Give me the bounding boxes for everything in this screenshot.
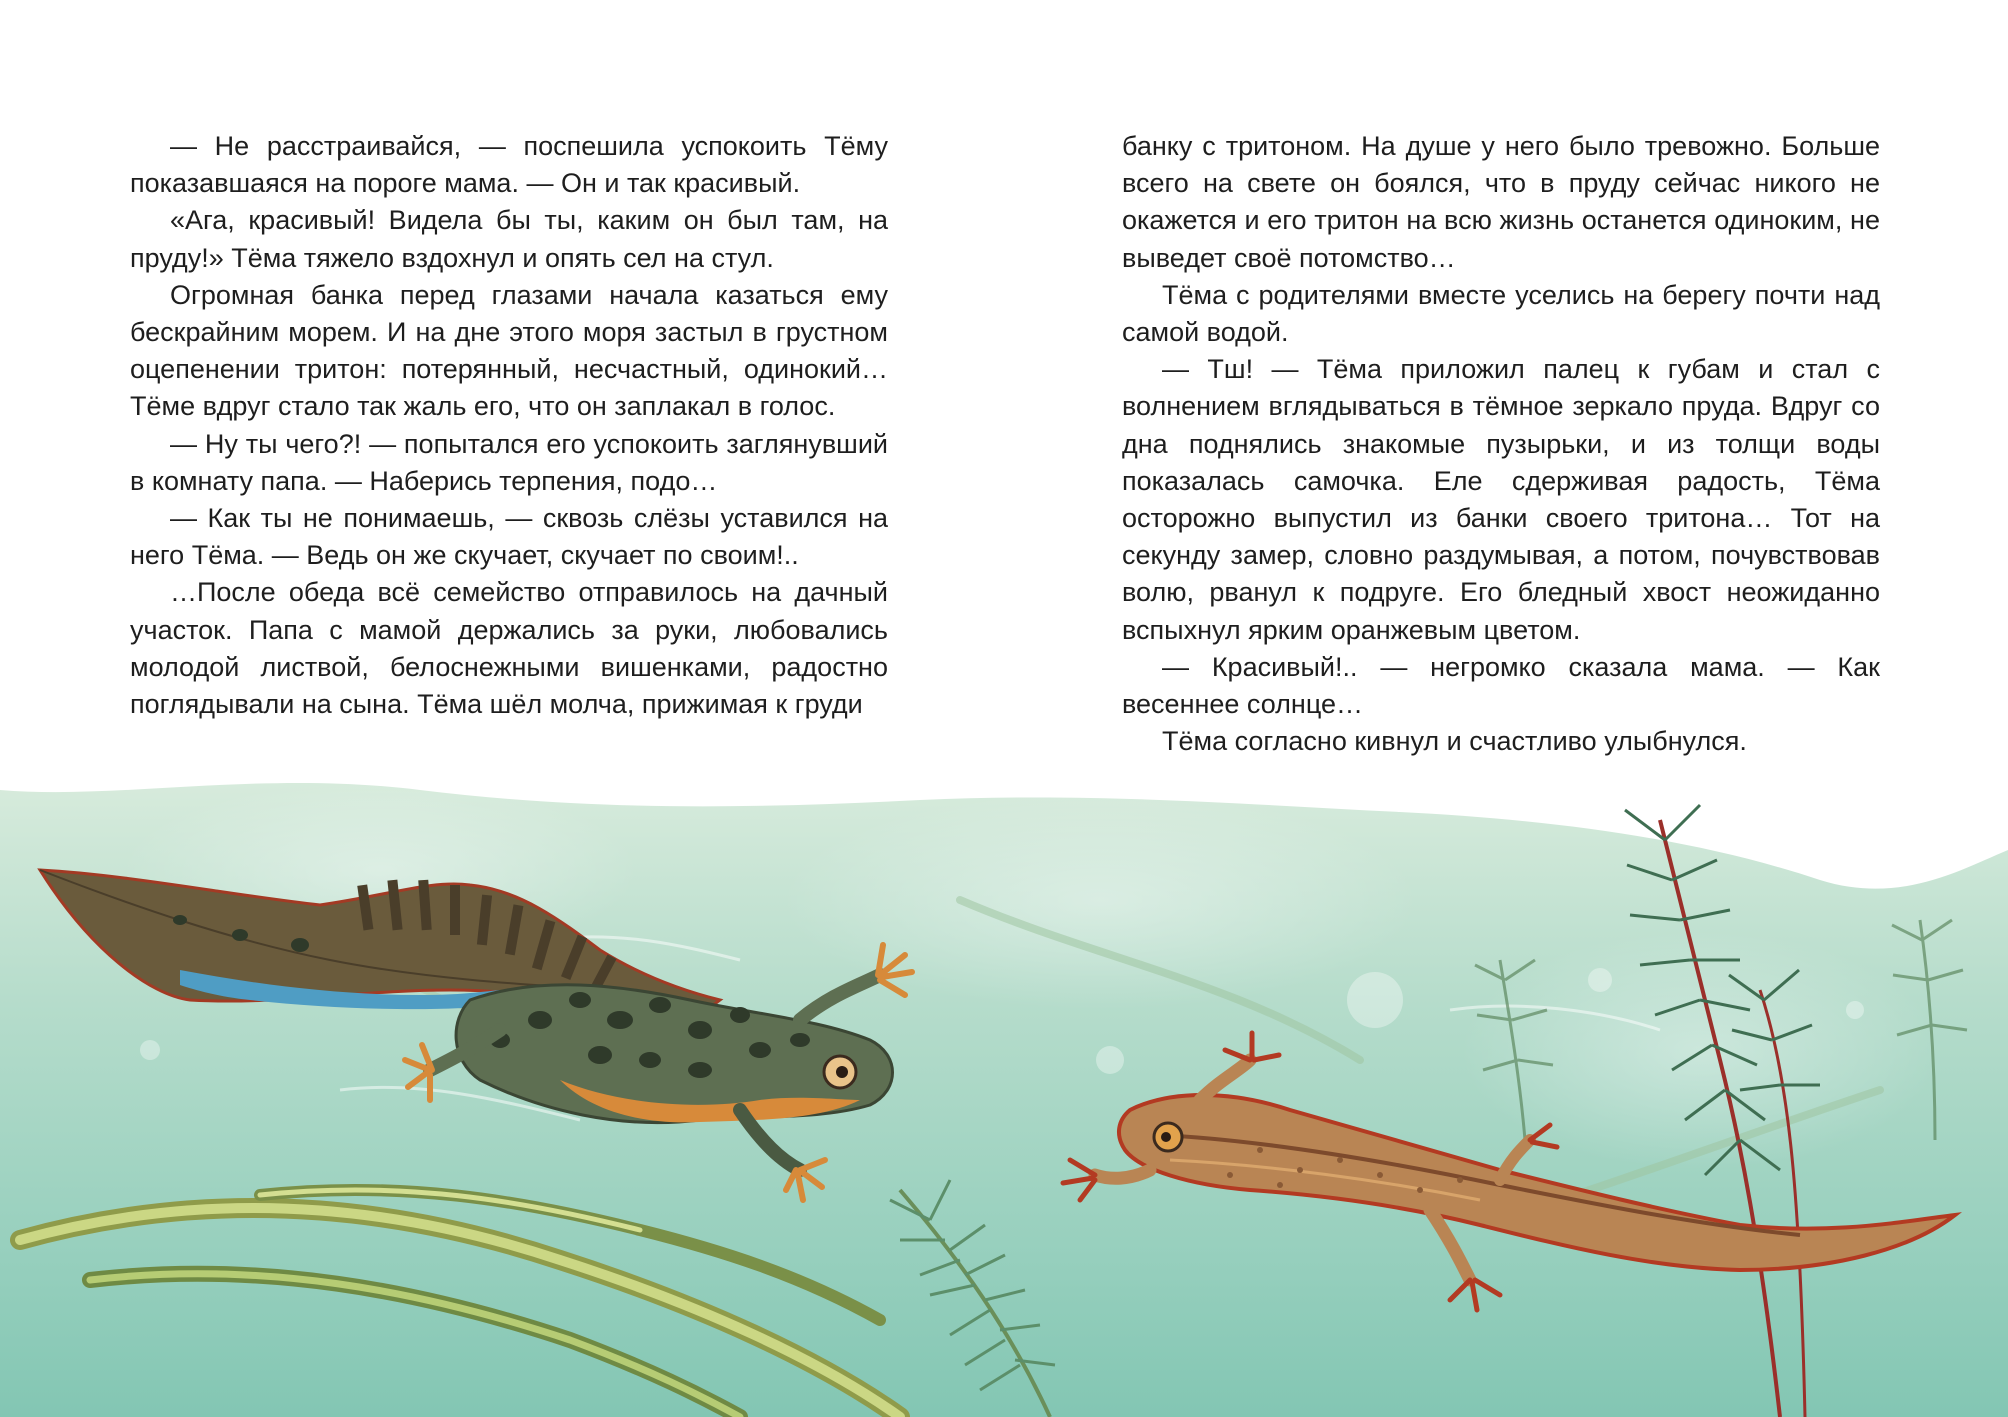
paragraph: …После обеда всё семейство отправилось на дачный участок. Папа с мамой держались за руки, любовались молодой листвой, белоснежными вишенками, радостно поглядывали на сына. Тёма шёл молча, прижимая к груди [130, 577, 888, 720]
paragraph: банку с тритоном. На душе у него было тревожно. Больше всего на свете он боялся, что в пруду сейчас никого не окажется и его тритон на всю жизнь останется одиноким, не выведет своё потомство… [1122, 131, 1880, 273]
paragraph: — Тш! — Тёма приложил палец к губам и стал с волнением вглядываться в тёмное зеркало пруда. Вдруг со дна поднялись знакомые пузырьки, и из толщи воды показалась самочка. Еле сдерживая радость, Тёма осторожно выпустил из банки своего тритона… Тот на секунду замер, словно раздумывая, а потом, почувствовав волю, рванул к подруге. Его бледный хвост неожиданно вспыхнул ярким оранжевым цветом. [1122, 354, 1880, 645]
paragraph: Огромная банка перед глазами начала казаться ему бескрайним морем. И на дне этого моря застыл в грустном оцепенении тритон: потерянный, несчастный, одинокий… Тёме вдруг стало так жаль его, что он заплакал в голос. [130, 279, 888, 422]
light-patch [1460, 930, 1940, 1170]
paragraph: — Красивый!.. — негромко сказала мама. — Как весеннее солнце… [1122, 651, 1880, 720]
paragraph: Тёма с родителями вместе уселись на берегу почти над самой водой. [1122, 279, 1880, 348]
left-page-text [130, 128, 888, 723]
paragraph: «Ага, красивый! Видела бы ты, каким он был там, на пруду!» Тёма тяжело вздохнул и опять сел на стул. [130, 205, 888, 273]
paragraph: Тёма согласно кивнул и счастливо улыбнулся. [1162, 726, 1747, 757]
paragraph: — Ну ты чего?! — попытался его успокоить заглянувший в комнату папа. — Наберись терпения, подо… [130, 428, 888, 496]
paragraph: — Не расстраивайся, — поспешила успокоить Тёму показавшаяся на пороге мама. — Он и так красивый. [130, 131, 888, 199]
paragraph: — Как ты не понимаешь, — сквозь слёзы уставился на него Тёма. — Ведь он же скучает, скучает по своим!.. [130, 503, 888, 571]
right-page-text [1122, 128, 1880, 760]
